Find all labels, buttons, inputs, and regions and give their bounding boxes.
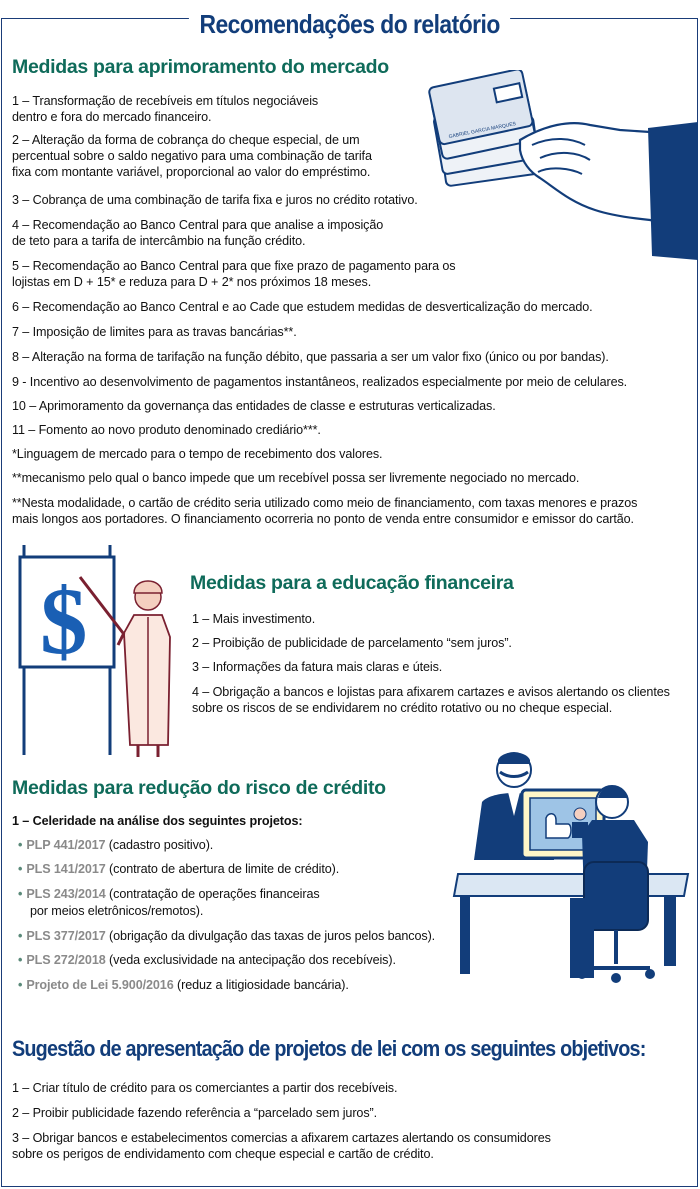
education-item-4a: 4 – Obrigação a bancos e lojistas para afixarem cartazes e avisos alertando os clientes [192, 685, 670, 699]
market-item-6: 6 – Recomendação ao Banco Central e ao Cade que estudem medidas de desverticalização do mercado. [12, 300, 593, 314]
risk-project-3: • PLS 243/2014 (contratação de operações financeiras [18, 887, 320, 901]
market-note-3b: mais longos aos portadores. O financiamento ocorreria no ponto de venda entre consumidor e emissor do cartão. [12, 512, 634, 526]
market-item-5b: lojistas em D + 15* e reduza para D + 2* nos próximos 18 meses. [12, 275, 372, 289]
risk-project-3-cont: por meios eletrônicos/remotos). [30, 904, 204, 918]
market-item-5a: 5 – Recomendação ao Banco Central para que fixe prazo de pagamento para os [12, 259, 456, 273]
market-item-1b: dentro e fora do mercado financeiro. [12, 110, 212, 124]
risk-project-5: • PLS 272/2018 (veda exclusividade na antecipação dos recebíveis). [18, 953, 396, 967]
risk-intro: 1 – Celeridade na análise dos seguintes projetos: [12, 814, 303, 828]
page-title: Recomendações do relatório [0, 4, 700, 41]
education-item-4b: sobre os riscos de se endividarem no crédito rotativo ou no cheque especial. [192, 701, 613, 715]
risk-project-1: • PLP 441/2017 (cadastro positivo). [18, 838, 214, 852]
market-item-10: 10 – Aprimoramento da governança das entidades de classe e estruturas verticalizadas. [12, 399, 496, 413]
market-item-2c: fixa com montante variável, proporcional ao valor do empréstimo. [12, 165, 371, 179]
risk-heading: Medidas para redução do risco de crédito [12, 777, 386, 799]
market-item-11: 11 – Fomento ao novo produto denominado crediário***. [12, 423, 321, 437]
risk-project-6: • Projeto de Lei 5.900/2016 (reduz a litigiosidade bancária). [18, 978, 349, 992]
education-item-2: 2 – Proibição de publicidade de parcelamento “sem juros”. [192, 636, 512, 650]
market-item-2b: percentual sobre o saldo negativo para uma combinação de tarifa [12, 149, 372, 163]
market-item-4b: de teto para a tarifa de intercâmbio na função crédito. [12, 234, 306, 248]
education-item-1: 1 – Mais investimento. [192, 612, 316, 626]
market-heading: Medidas para aprimoramento do mercado [12, 56, 389, 78]
market-note-1: *Linguagem de mercado para o tempo de recebimento dos valores. [12, 447, 383, 461]
market-item-3: 3 – Cobrança de uma combinação de tarifa fixa e juros no crédito rotativo. [12, 193, 418, 207]
education-item-3: 3 – Informações da fatura mais claras e úteis. [192, 660, 443, 674]
market-item-9: 9 - Incentivo ao desenvolvimento de pagamentos instantâneos, realizados especialmente por meio de celulares. [12, 375, 628, 389]
education-heading: Medidas para a educação financeira [190, 572, 514, 594]
bills-item-1: 1 – Criar título de crédito para os comerciantes a partir dos recebíveis. [12, 1081, 398, 1095]
dollar-sign: $ [40, 568, 88, 674]
bills-item-3b: sobre os perigos de endividamento com cheque especial e cartão de crédito. [12, 1147, 434, 1161]
teacher-with-board-illustration [18, 545, 183, 760]
risk-project-2: • PLS 141/2017 (contrato de abertura de limite de crédito). [18, 862, 340, 876]
market-item-4a: 4 – Recomendação ao Banco Central para que analise a imposição [12, 218, 384, 232]
bank-meeting-illustration [452, 742, 692, 1012]
market-note-2: **mecanismo pelo qual o banco impede que um recebível possa ser livremente negociado no mercado. [12, 471, 580, 485]
bills-item-3a: 3 – Obrigar bancos e estabelecimentos comercias a afixarem cartazes alertando os consumidores [12, 1131, 551, 1145]
bills-item-2: 2 – Proibir publicidade fazendo referência a “parcelado sem juros”. [12, 1106, 378, 1120]
market-item-2a: 2 – Alteração da forma de cobrança do cheque especial, de um [12, 133, 360, 147]
bills-heading: Sugestão de apresentação de projetos de lei com os seguintes objetivos: [12, 1036, 646, 1061]
market-note-3a: **Nesta modalidade, o cartão de crédito seria utilizado como meio de financiamento, com taxas menores e prazos [12, 496, 638, 510]
hand-with-cards-illustration [420, 70, 698, 260]
risk-project-4: • PLS 377/2017 (obrigação da divulgação das taxas de juros pelos bancos). [18, 929, 436, 943]
market-item-8: 8 – Alteração na forma de tarifação na função débito, que passaria a ser um valor fixo (único ou por bandas). [12, 350, 609, 364]
market-item-1a: 1 – Transformação de recebíveis em títulos negociáveis [12, 94, 319, 108]
market-item-7: 7 – Imposição de limites para as travas bancárias**. [12, 325, 297, 339]
card-holder-text: GABRIEL GARCIA MARQUES [448, 121, 517, 141]
